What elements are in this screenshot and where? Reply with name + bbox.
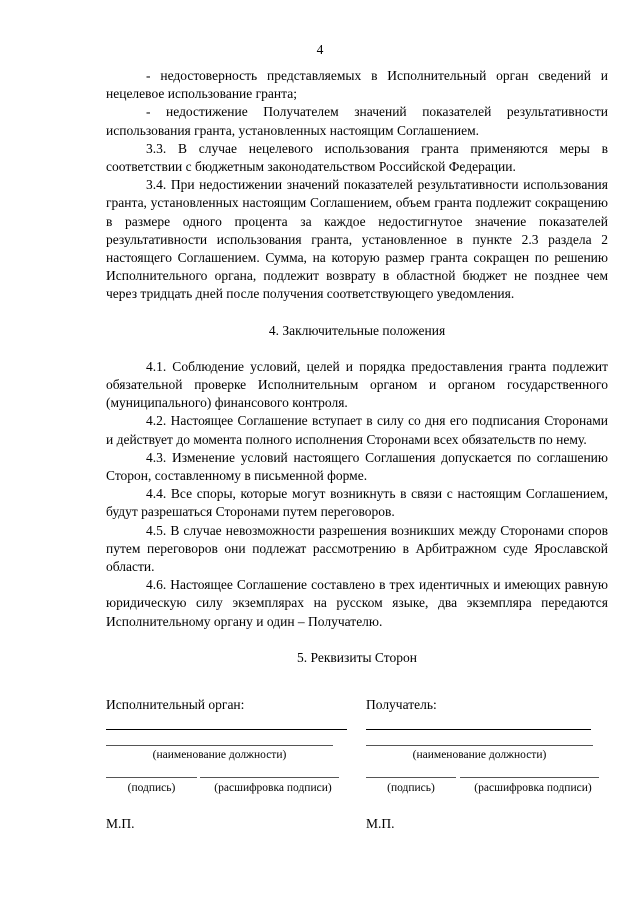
paragraph: 4.2. Настоящее Соглашение вступает в силу со дня его подписания Сторонами и действует до момента полного исполнения Сторонами всех обязательств по нему. bbox=[106, 413, 608, 447]
page-number: 4 bbox=[316, 42, 324, 57]
decoding-field-line bbox=[200, 777, 339, 778]
decoding-field-line bbox=[460, 777, 599, 778]
document-body bbox=[106, 67, 608, 667]
section-heading: 4. Заключительные положения bbox=[268, 322, 446, 338]
signature-field-line bbox=[106, 777, 197, 778]
section-heading: 5. Реквизиты Сторон bbox=[297, 649, 417, 665]
paragraph: - недостижение Получателем значений показателей результативности использования гранта, установленных настоящим Соглашением. bbox=[106, 104, 608, 138]
decoding-caption: (расшифровка подписи) bbox=[474, 782, 592, 794]
position-caption: (наименование должности) bbox=[152, 749, 287, 761]
signature-field-line bbox=[366, 777, 456, 778]
paragraph: 4.5. В случае невозможности разрешения возникших между Сторонами споров путем переговоров они подлежат рассмотрению в Арбитражном суде Ярославской области. bbox=[106, 522, 608, 575]
position-caption: (наименование должности) bbox=[412, 749, 547, 761]
paragraph: 3.4. При недостижении значений показателей результативности использования гранта, установленных настоящим Соглашением, объем гранта подлежит сокращению в размере одного процента за каждое недостигнутое значение показателей результативности использования гранта, установленное в пункте 2.3 раздела 2 настоящего Соглашением. Сумма, на которую размер гранта сокращен по решению Исполнительного органа, подлежит возврату в областной бюджет не позднее чем через тридцать дней после получения соответствующего уведомления. bbox=[106, 177, 608, 302]
paragraph: 4.3. Изменение условий настоящего Соглашения допускается по соглашению Сторон, составленному в письменной форме. bbox=[106, 449, 608, 484]
signature-line bbox=[106, 729, 347, 730]
signature-line bbox=[366, 729, 591, 730]
position-line bbox=[106, 745, 333, 746]
signature-caption: (подпись) bbox=[387, 782, 435, 794]
executive-body-title: Исполнительный орган: bbox=[106, 697, 245, 712]
paragraph: 4.4. Все споры, которые могут возникнуть в связи с настоящим Соглашением, будут разрешаться Сторонами путем переговоров. bbox=[106, 486, 608, 520]
paragraph: - недостоверность представляемых в Исполнительный орган сведений и нецелевое использование гранта; bbox=[106, 68, 608, 102]
stamp-placeholder: М.П. bbox=[106, 816, 135, 831]
signature-caption: (подпись) bbox=[127, 782, 176, 794]
stamp-placeholder: М.П. bbox=[366, 816, 395, 831]
position-line bbox=[366, 745, 593, 746]
paragraph: 4.6. Настоящее Соглашение составлено в трех идентичных и имеющих равную юридическую силу экземплярах на русском языке, два экземпляра передаются Исполнительному органу и один – Получателю. bbox=[106, 577, 608, 629]
paragraph: 4.1. Соблюдение условий, целей и порядка предоставления гранта подлежит обязательной проверке Исполнительным органом и органом государственного (муниципального) финансового контроля. bbox=[106, 358, 608, 411]
paragraph: 3.3. В случае нецелевого использования гранта применяются меры в соответствии с бюджетным законодательством Российской Федерации. bbox=[106, 140, 608, 175]
recipient-title: Получатель: bbox=[366, 697, 437, 712]
decoding-caption: (расшифровка подписи) bbox=[214, 782, 332, 794]
